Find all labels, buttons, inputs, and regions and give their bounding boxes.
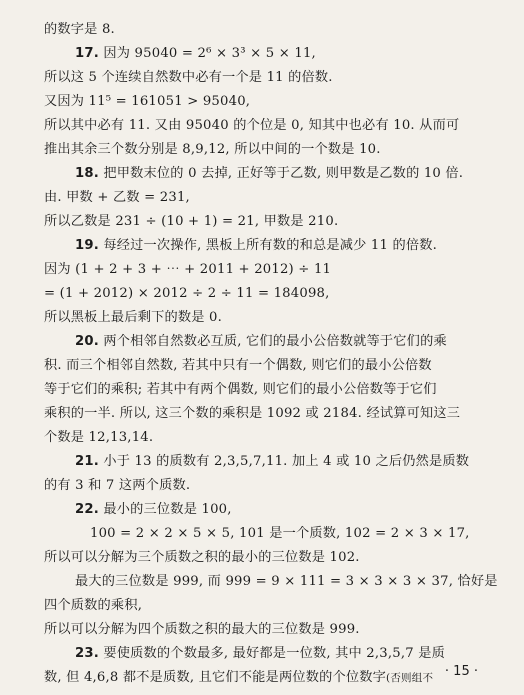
text-line: 的数字是 8. — [44, 22, 115, 37]
problem-18-line: 18. 把甲数末位的 0 去掉, 正好等于乙数, 则甲数是乙数的 10 倍. — [75, 166, 464, 181]
text-line: 由. 甲数 + 乙数 = 231, — [44, 190, 190, 205]
text-line: 个数是 12,13,14. — [44, 430, 154, 445]
text-line: 四个质数的乘积, — [44, 598, 143, 613]
text-line: 所以黑板上最后剩下的数是 0. — [44, 310, 223, 325]
text-line: 所以可以分解为四个质数之积的最大的三位数是 999. — [44, 622, 360, 637]
text-line: 最大的三位数是 999, 而 999 = 9 × 111 = 3 × 3 × 3 × 37, 恰好是 — [75, 574, 498, 589]
text-line: 的有 3 和 7 这两个质数. — [44, 478, 191, 493]
text-line: 所以乙数是 231 ÷ (10 + 1) = 21, 甲数是 210. — [44, 214, 339, 229]
text-line: = (1 + 2012) × 2012 ÷ 2 ÷ 11 = 184098, — [44, 286, 330, 301]
problem-22-line: 22. 最小的三位数是 100, — [75, 502, 232, 517]
text-line: 等于它们的乘积; 若其中有两个偶数, 则它们的最小公倍数等于它们 — [44, 382, 437, 397]
problem-17-line: 17. 因为 95040 = 2⁶ × 3³ × 5 × 11, — [75, 46, 316, 61]
text-line: 所以这 5 个连续自然数中必有一个是 11 的倍数. — [44, 70, 333, 85]
problem-19-line: 19. 每经过一次操作, 黑板上所有数的和总是减少 11 的倍数. — [75, 238, 438, 253]
text-line: 积. 而三个相邻自然数, 若其中只有一个偶数, 则它们的最小公倍数 — [44, 358, 432, 373]
text-line: 又因为 11⁵ = 161051 > 95040, — [44, 94, 251, 109]
text-line: 乘积的一半. 所以, 这三个数的乘积是 1092 或 2184. 经试算可知这三 — [44, 406, 461, 421]
text-line: 所以可以分解为三个质数之积的最小的三位数是 102. — [44, 550, 360, 565]
text-line: 所以其中必有 11. 又由 95040 的个位是 0, 知其中也必有 10. 从而可 — [44, 118, 460, 133]
problem-20-line: 20. 两个相邻自然数必互质, 它们的最小公倍数就等于它们的乘 — [75, 334, 447, 349]
text-line: 因为 (1 + 2 + 3 + ⋯ + 2011 + 2012) ÷ 11 — [44, 262, 332, 277]
text-line: 推出其余三个数分别是 8,9,12, 所以中间的一个数是 10. — [44, 142, 381, 157]
text-line: 数, 但 4,6,8 都不是质数, 且它们不能是两位数的个位数字(否则组不 — [44, 670, 434, 685]
text-line: 100 = 2 × 2 × 5 × 5, 101 是一个质数, 102 = 2 × 3 × 17, — [90, 526, 470, 541]
problem-23-line: 23. 要使质数的个数最多, 最好都是一位数, 其中 2,3,5,7 是质 — [75, 646, 446, 661]
page-number: · 15 · — [444, 664, 478, 679]
problem-21-line: 21. 小于 13 的质数有 2,3,5,7,11. 加上 4 或 10 之后仍然是质数 — [75, 454, 470, 469]
